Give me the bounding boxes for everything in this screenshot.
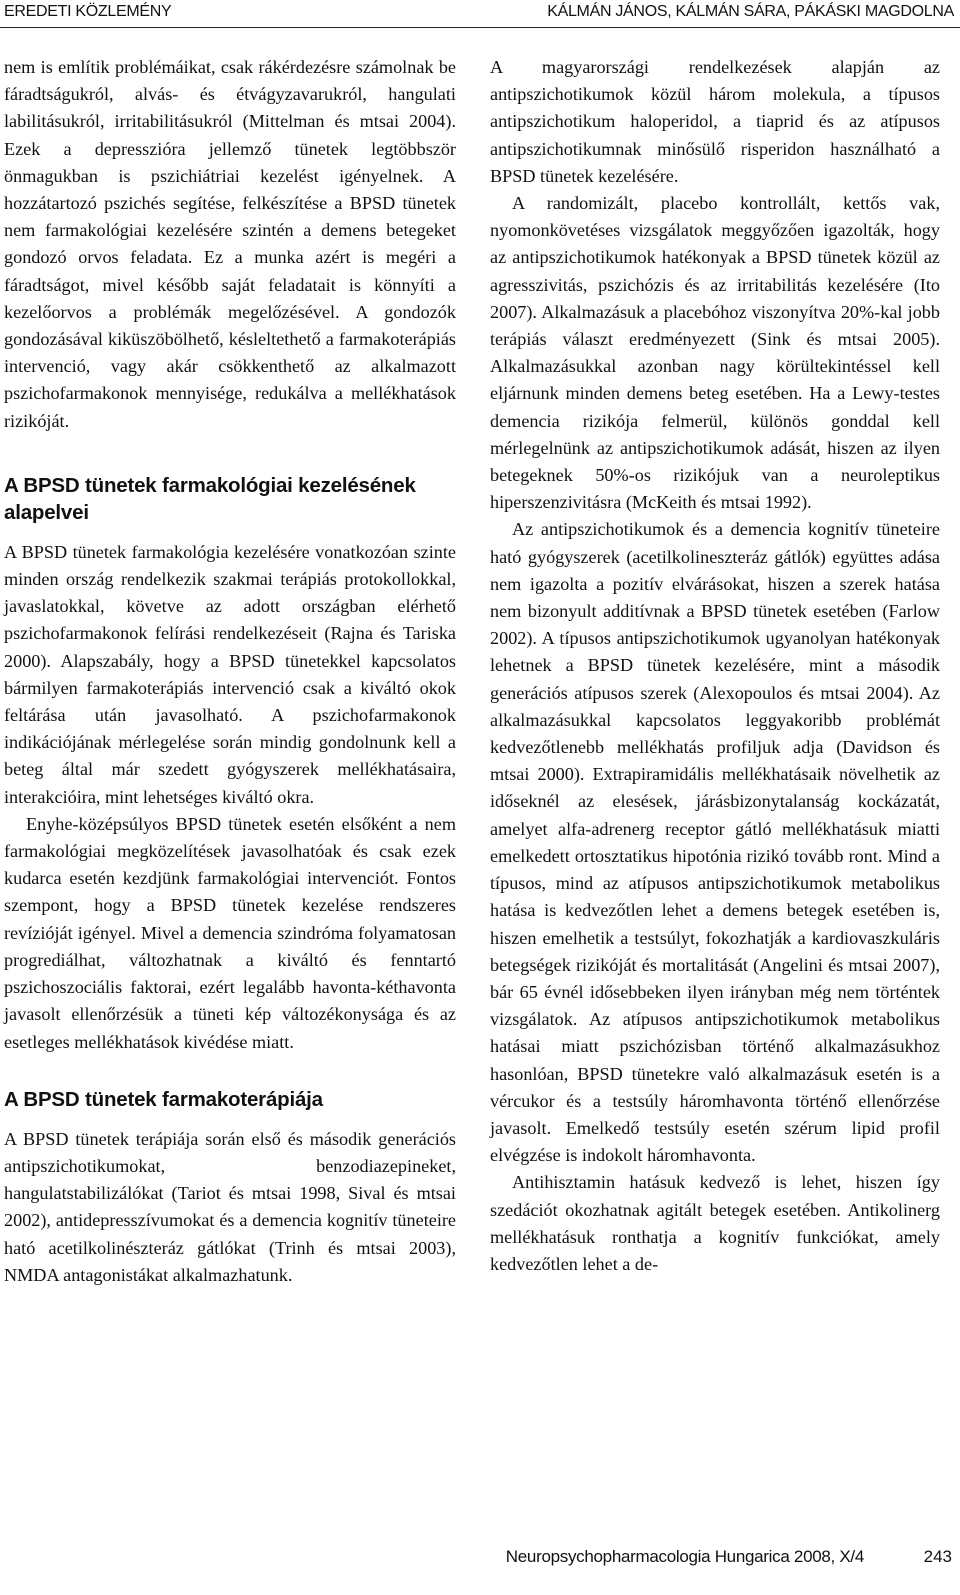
section-label: EREDETI KÖZLEMÉNY	[4, 3, 172, 20]
left-column	[4, 54, 456, 1289]
authors-label: KÁLMÁN JÁNOS, KÁLMÁN SÁRA, PÁKÁSKI MAGDOLNA	[547, 3, 954, 20]
left-paragraph-4: A BPSD tünetek terápiája során első és második generációs antipszichotikumokat, benzodiazepineket, hangulatstabilizálókat (Tariot és mtsai 1998, Sival és mtsai 2002), antidepresszívumokat és a demencia kognitív tüneteire ható acetilkolinészteráz gátlókat (Trinh és mtsai 2003), NMDA antagonistákat alkalmazhatunk.	[4, 1128, 456, 1285]
right-paragraph-1: A magyarországi rendelkezések alapján az antipszichotikumok közül három molekula, a típusos antipszichotikum haloperidol, a tiaprid és az atípusos antipszichotikumnak minősülő risperidon használható a BPSD tünetek kezelésére.	[490, 57, 940, 186]
page-number: 243	[923, 1547, 952, 1566]
right-column	[490, 54, 940, 1278]
right-paragraph-3: Az antipszichotikumok és a demencia kognitív tüneteire ható gyógyszerek (acetilkolineszteráz gátlók) együttes adása nem igazolta a pozitív elvárásokat, hiszen a szerek hatása nem bizonyult additívnak a BPSD tünetek esetében (Farlow 2002). A típusos antipszichotikumok ugyanolyan hatékonyak lehetnek a BPSD tünetek kezelésére, mint a második generációs atípusos szerek (Alexopoulos és mtsai 2004). Az alkalmazásukkal kapcsolatos leggyakoribb problémát kedvezőtlenebb mellékhatás profiljuk adja (Davidson és mtsai 2000). Extrapiramidális mellékhatásaik növelhetik az időseknél az elesések, járásbizonytalanság kockázatát, amelyet alfa-adrenerg receptor gátló mellékhatásuk miatti emelkedett ortosztatikus hipotónia rizikó tovább ront. Mind a típusos, mind az atípusos antipszichotikumok metabolikus hatása is kedvezőtlen lehet a demens betegek esetében is, hiszen emelhetik a testsúlyt, fokozhatják a kardiovaszkuláris betegségek rizikóját és mortalitását (Angelini és mtsai 2007), bár 65 évnél idősebbeken ilyen irányban még nem történtek vizsgálatok. Az atípusos antipszichotikumok metabolikus hatásai miatt pszichózisban történő alkalmazásukhoz hasonlóan, BPSD tünetekre való alkalmazásuk esetén is a vércukor és a testsúly háromhavonta történő ellenőrzése javasolt. Emelkedő testsúly esetén szérum lipid profil elvégzése is indokolt háromhavonta.	[490, 519, 940, 1166]
right-paragraph-2: A randomizált, placebo kontrollált, kettős vak, nyomonkövetéses vizsgálatok meggyőzően igazolták, hogy az antipszichotikumok hatékonyak a BPSD tünetek közül az agresszivitás, pszichózis és az irritabilitás kezelésére (Ito 2007). Alkalmazásuk a placebóhoz viszonyítva 20%-kal jobb terápiás választ eredményezett (Sink és mtsai 2005). Alkalmazásukkal azonban nagy körültekintéssel kell eljárnunk minden demens beteg esetében. Ha a Lewy-testes demencia rizikója felmerül, különös gonddal kell mérlegelnünk az antipszichotikumok adását, hiszen az ilyen betegeknek 50%-os rizikójuk van a neuroleptikus hiperszenzivitásra (McKeith és mtsai 1992).	[490, 193, 940, 513]
section-heading-principles: A BPSD tünetek farmakológiai kezelésének alapelvei	[4, 473, 416, 524]
page-header	[0, 0, 960, 30]
journal-citation: Neuropsychopharmacologia Hungarica 2008, X/4	[505, 1547, 864, 1566]
section-heading-pharmacotherapy: A BPSD tünetek farmakoterápiája	[4, 1087, 323, 1111]
right-paragraph-4: Antihisztamin hatásuk kedvező is lehet, hiszen így szedációt okozhatnak agitált betegek esetében. Antikolinerg mellékhatásuk ronthatja a kognitív funkciókat, amely kedvezőtlen lehet a de-	[490, 1172, 940, 1274]
left-paragraph-3: Enyhe-középsúlyos BPSD tünetek esetén elsőként a nem farmakológiai megközelítések javasolhatóak és csak ezek kudarca esetén kezdjünk farmakológiai intervenciót. Fontos szempont, hogy a BPSD tünetek kezelése rendszeres revízióját igényel. Mivel a demencia szindróma folyamatosan progrediálhat, változhatnak a kiváltó és fenntartó pszichoszociális faktorai, ezért legalább havonta-kéthavonta javasolt ellenőrzésük a tüneti kép változékonysága és az esetleges mellékhatások kivédése miatt.	[4, 813, 456, 1052]
header-rule	[0, 27, 960, 28]
left-paragraph-2: A BPSD tünetek farmakológia kezelésére vonatkozóan szinte minden ország rendelkezik szakmai terápiás protokollokkal, javaslatokkal, követve az adott országban elérhető pszichofarmakonok felírási rendelkezéseit (Rajna és Tariska 2000). Alapszabály, hogy a BPSD tünetekkel kapcsolatos bármilyen farmakoterápiás intervenció csak a kiváltó okok feltárása után javasolható. A pszichofarmakonok indikációjának mérlegelése során mindig gondolnunk kell a beteg által már szedett gyógyszerek mellékhatásaira, interakcióira, mint lehetséges kiváltó okra.	[4, 541, 456, 807]
left-paragraph-1: nem is említik problémáikat, csak rákérdezésre számolnak be fáradtságukról, alvás- és étvágyzavarukról, hangulati labilitásukról, irritabilitásukról (Mittelman és mtsai 2004). Ezek a depresszióra jellemző tünetek legtöbbször önmagukban is pszichiátriai kezelést igényelnek. A hozzátartozó pszichés segítése, felkészítése a BPSD tünetek nem farmakológiai kezelésére szintén a demens betegeket gondozó orvos feladata. Ez a munka azért is megéri a fáradtságot, mivel később saját feladatait is könnyíti a kezelőorvos a problémák megelőzésével. A gondozók gondozásával kiküszöbölhető, késleltethető a farmakoterápiás intervenció, vagy akár csökkenthető az alkalmazott pszichofarmakonok mennyisége, redukálva a mellékhatások rizikóját.	[4, 57, 456, 431]
page-footer	[0, 1545, 960, 1575]
